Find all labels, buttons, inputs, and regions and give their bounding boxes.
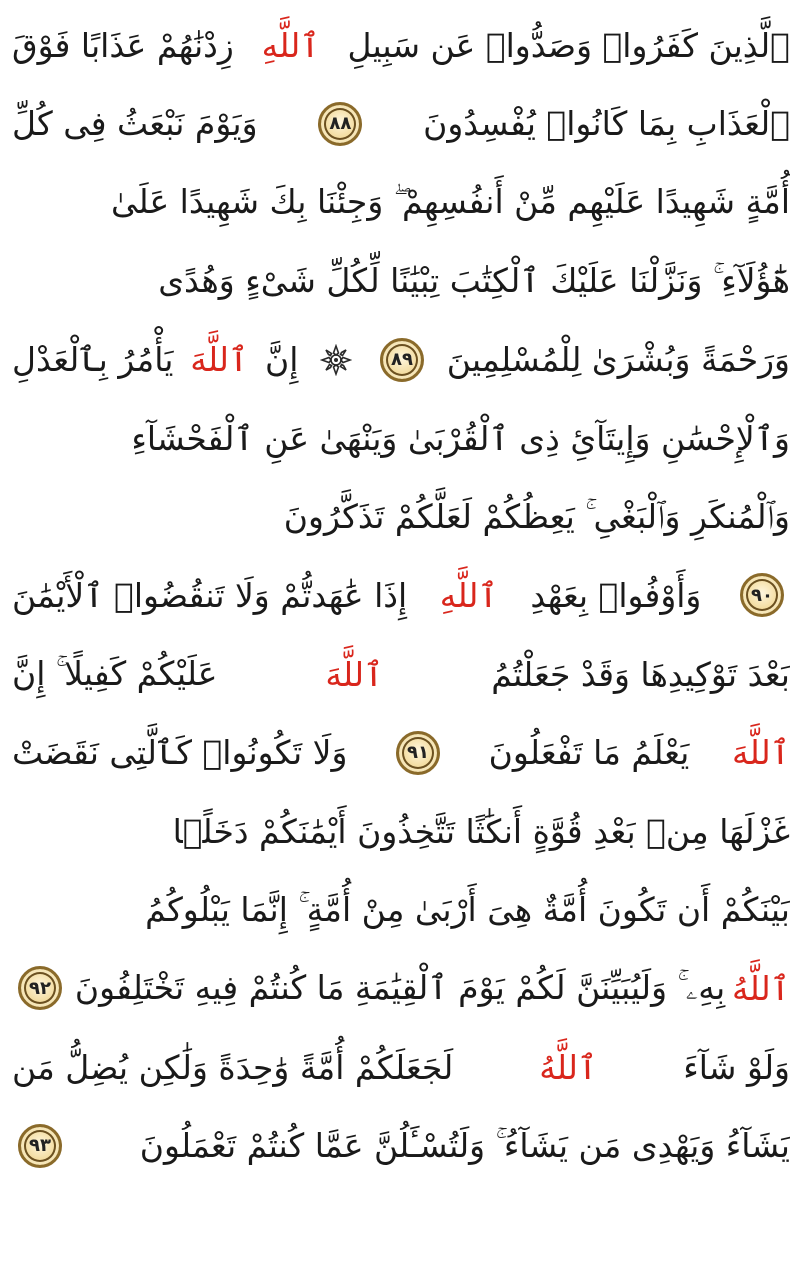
divine-name-text: ٱللَّهِ — [439, 575, 498, 615]
text-line — [12, 556, 790, 635]
verse-text: وَٱلْإِحْسَٰنِ وَإِيتَآئِ ذِى ٱلْقُرْبَىٰ وَيَنْهَىٰ عَنِ ٱلْفَحْشَآءِ — [131, 418, 790, 458]
verse-number-marker: ٩١ — [396, 731, 440, 775]
verse-text: غَزْلَهَا مِنۢ بَعْدِ قُوَّةٍ أَنكَٰثًا تَتَّخِذُونَ أَيْمَٰنَكُمْ دَخَلًۢا — [172, 811, 790, 851]
divine-name-text: ٱللَّهِ — [261, 25, 320, 65]
verse-text: وَلَوْ شَآءَ — [683, 1047, 790, 1087]
text-line — [12, 85, 790, 164]
verse-number-marker: ٨٩ — [380, 338, 424, 382]
verse-text: عَلَيْكُمْ كَفِيلًا ۚ إِنَّ — [12, 654, 218, 694]
verse-text: وَرَحْمَةً وَبُشْرَىٰ لِلْمُسْلِمِينَ — [446, 340, 790, 380]
verse-text: بَيْنَكُمْ أَن تَكُونَ أُمَّةٌ هِىَ أَرْبَىٰ مِنْ أُمَّةٍ ۚ إِنَّمَا يَبْلُوكُمُ — [145, 889, 790, 929]
divine-name-text: ٱللَّهَ — [325, 654, 384, 694]
text-line — [12, 792, 790, 871]
verse-text: ٱلْعَذَابِ بِمَا كَانُوا۟ يُفْسِدُونَ — [423, 104, 790, 144]
verse-text: بَعْدَ تَوْكِيدِهَا وَقَدْ جَعَلْتُمُ — [491, 654, 790, 694]
verse-text: وَأَوْفُوا۟ بِعَهْدِ — [530, 575, 702, 615]
text-line — [12, 1028, 790, 1107]
text-line — [12, 713, 790, 792]
verse-text: هَٰٓؤُلَآءِ ۚ وَنَزَّلْنَا عَلَيْكَ ٱلْكِتَٰبَ تِبْيَٰنًا لِّكُلِّ شَىْءٍ وَهُدًى — [158, 261, 790, 301]
verse-number-marker: ٩٠ — [740, 573, 784, 617]
verse-text: يَأْمُرُ بِٱلْعَدْلِ — [12, 340, 174, 380]
divine-name-text: ٱللَّهُ — [539, 1047, 598, 1087]
verse-text: أُمَّةٍ شَهِيدًا عَلَيْهِم مِّنْ أَنفُسِهِمْ ۖ وَجِئْنَا بِكَ شَهِيدًا عَلَىٰ — [111, 182, 790, 222]
verse-text: إِذَا عَٰهَدتُّمْ وَلَا تَنقُضُوا۟ ٱلْأَيْمَٰنَ — [12, 575, 408, 615]
sajdah-star-icon — [319, 343, 353, 377]
verse-text: إِنَّ — [265, 340, 299, 380]
verse-text: وَلَا تَكُونُوا۟ كَٱلَّتِى نَقَضَتْ — [12, 733, 348, 773]
verse-number-marker: ٩٣ — [18, 1124, 62, 1168]
verse-text: يَشَآءُ وَيَهْدِى مَن يَشَآءُ ۚ وَلَتُسْـَٔلُنَّ عَمَّا كُنتُمْ تَعْمَلُونَ — [139, 1125, 790, 1165]
text-line — [12, 871, 790, 950]
verse-text: ٱلَّذِينَ كَفَرُوا۟ وَصَدُّوا۟ عَن سَبِيلِ — [347, 25, 790, 65]
text-line — [12, 949, 790, 1028]
divine-name-text: ٱللَّهُ — [731, 968, 790, 1008]
text-line — [12, 163, 790, 242]
verse-text: زِدْنَٰهُمْ عَذَابًا فَوْقَ — [12, 25, 234, 65]
verse-number-marker: ٨٨ — [318, 102, 362, 146]
text-line — [12, 478, 790, 557]
text-line — [12, 399, 790, 478]
text-line — [12, 1106, 790, 1185]
verse-number-marker: ٩٢ — [18, 966, 62, 1010]
verse-text: يَعْلَمُ مَا تَفْعَلُونَ — [488, 733, 690, 773]
divine-name-text: ٱللَّهَ — [731, 733, 790, 773]
verse-text: وَٱلْمُنكَرِ وَٱلْبَغْىِ ۚ يَعِظُكُمْ لَعَلَّكُمْ تَذَكَّرُونَ — [283, 496, 790, 536]
text-line — [12, 320, 790, 399]
divine-name-text: ٱللَّهَ — [190, 340, 249, 380]
verse-text: بِهِۦ ۚ وَلَيُبَيِّنَنَّ لَكُمْ يَوْمَ ٱلْقِيَٰمَةِ مَا كُنتُمْ فِيهِ تَخْتَلِفُونَ — [74, 968, 726, 1008]
text-line — [12, 242, 790, 321]
verse-text: لَجَعَلَكُمْ أُمَّةً وَٰحِدَةً وَلَٰكِن يُضِلُّ مَن — [12, 1047, 454, 1087]
verse-text: وَيَوْمَ نَبْعَثُ فِى كُلِّ — [12, 104, 258, 144]
text-line — [12, 6, 790, 85]
text-line — [12, 635, 790, 714]
